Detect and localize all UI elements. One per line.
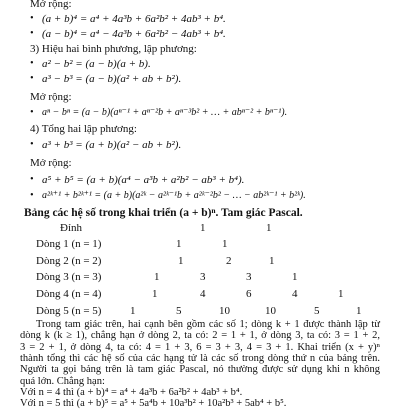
pascal-value: 1 bbox=[130, 305, 136, 317]
pascal-value: 10 bbox=[265, 305, 276, 317]
paragraph-line: Với n = 5 thì (a + b)⁵ = a⁵ + 5a⁴b + 10a³b² + 10a²b³ + 5ab⁴ + b⁵. bbox=[20, 398, 287, 409]
pascal-value: 1 bbox=[292, 271, 298, 283]
pascal-row-label: Dòng 4 (n = 4) bbox=[36, 288, 102, 300]
formula-a-minus-b-4: • (a − b)⁴ = a⁴ − 4a³b + 6a²b² − 4ab³ + b⁴. bbox=[42, 27, 226, 41]
pascal-value: 10 bbox=[219, 305, 230, 317]
pascal-row-label: Dòng 5 (n = 5) bbox=[36, 305, 102, 317]
paragraph-line: Trong tam giác trên, hai cạnh bên gồm các số 1; dòng k + 1 được thành lập từ bbox=[36, 319, 380, 330]
paragraph-line: dòng k (k ≥ 1), chẳng hạn ở dòng 2, ta có: 2 = 1 + 1, ở dòng 3, ta có: 3 = 1 + 2, bbox=[20, 330, 380, 342]
mo-rong-heading-4: Mở rộng: bbox=[30, 157, 72, 169]
pascal-value: 3 bbox=[246, 271, 252, 283]
pascal-value: 5 bbox=[314, 305, 320, 317]
mo-rong-heading-1: Mở rộng: bbox=[30, 0, 72, 10]
pascal-row-label: Dòng 2 (n = 2) bbox=[36, 255, 102, 267]
pascal-value: 1 bbox=[269, 255, 275, 267]
pascal-value: 3 bbox=[200, 271, 206, 283]
mo-rong-heading-3: Mở rộng: bbox=[30, 91, 72, 103]
pascal-value: 1 bbox=[152, 288, 158, 300]
formula-a-plus-b-4: • (a + b)⁴ = a⁴ + 4a³b + 6a²b² + 4ab³ + b⁴. bbox=[42, 12, 226, 26]
pascal-value: 6 bbox=[246, 288, 252, 300]
pascal-value: 1 bbox=[154, 271, 160, 283]
paragraph-line: Người ta gọi bảng trên là tam giác Pascal, nó thường được sử dụng khi n không bbox=[20, 364, 380, 376]
pascal-value: 4 bbox=[292, 288, 298, 300]
pascal-value: 1 bbox=[338, 288, 344, 300]
formula-diff-cubes: • a³ − b³ = (a − b)(a² + ab + b²). bbox=[42, 72, 181, 86]
pascal-dinh-value: 1 bbox=[200, 222, 206, 234]
pascal-value: 1 bbox=[176, 238, 182, 250]
formula-diff-powers: • aⁿ − bⁿ = (a − b)(aⁿ⁻¹ + aⁿ⁻²b + aⁿ⁻³b² + … + abⁿ⁻² + bⁿ⁻¹). bbox=[42, 106, 287, 120]
paragraph-line: Với n = 4 thì (a + b)⁴ = a⁴ + 4a³b + 6a²b² + 4ab³ + b⁴. bbox=[20, 386, 243, 398]
pascal-value: 1 bbox=[178, 255, 184, 267]
formula-sum-fifth: • a⁵ + b⁵ = (a + b)(a⁴ − a³b + a²b² − ab³ + b⁴). bbox=[42, 173, 244, 187]
pascal-dinh-label: Đỉnh bbox=[60, 222, 82, 234]
formula-sum-cubes: • a³ + b³ = (a + b)(a² − ab + b²). bbox=[42, 138, 181, 152]
pascal-value: 2 bbox=[226, 255, 232, 267]
pascal-value: 4 bbox=[200, 288, 206, 300]
pascal-row-label: Dòng 1 (n = 1) bbox=[36, 238, 102, 250]
paragraph-line: thành tổng thì các hệ số của các hạng tử là các số trong dòng thứ n của bảng trên. bbox=[20, 352, 380, 364]
section-4-heading: 4) Tổng hai lập phương: bbox=[30, 123, 137, 135]
pascal-value: 1 bbox=[222, 238, 228, 250]
paragraph-line: quá lớn. Chẳng hạn: bbox=[20, 375, 105, 387]
formula-sum-odd-powers: • a²ᵏ⁺¹ + b²ᵏ⁺¹ = (a + b)(a²ᵏ − a²ᵏ⁻¹b + a²ᵏ⁻²b² − … − ab²ᵏ⁻¹ + b²ᵏ). bbox=[42, 189, 306, 203]
formula-diff-squares: • a² − b² = (a − b)(a + b). bbox=[42, 57, 151, 71]
pascal-value: 1 bbox=[356, 305, 362, 317]
pascal-row-label: Dòng 3 (n = 3) bbox=[36, 271, 102, 283]
paragraph-line: 3 = 2 + 1, ở dòng 4, ta có: 4 = 1 + 3, 6 = 3 + 3, 4 = 3 + 1. Khai triển (x + y)ⁿ bbox=[20, 341, 380, 353]
pascal-dinh-value: 1 bbox=[266, 222, 272, 234]
section-3-heading: 3) Hiệu hai bình phương, lập phương: bbox=[30, 43, 197, 55]
pascal-title: Bảng các hệ số trong khai triển (a + b)ⁿ. Tam giác Pascal. bbox=[24, 207, 303, 219]
pascal-value: 5 bbox=[176, 305, 182, 317]
